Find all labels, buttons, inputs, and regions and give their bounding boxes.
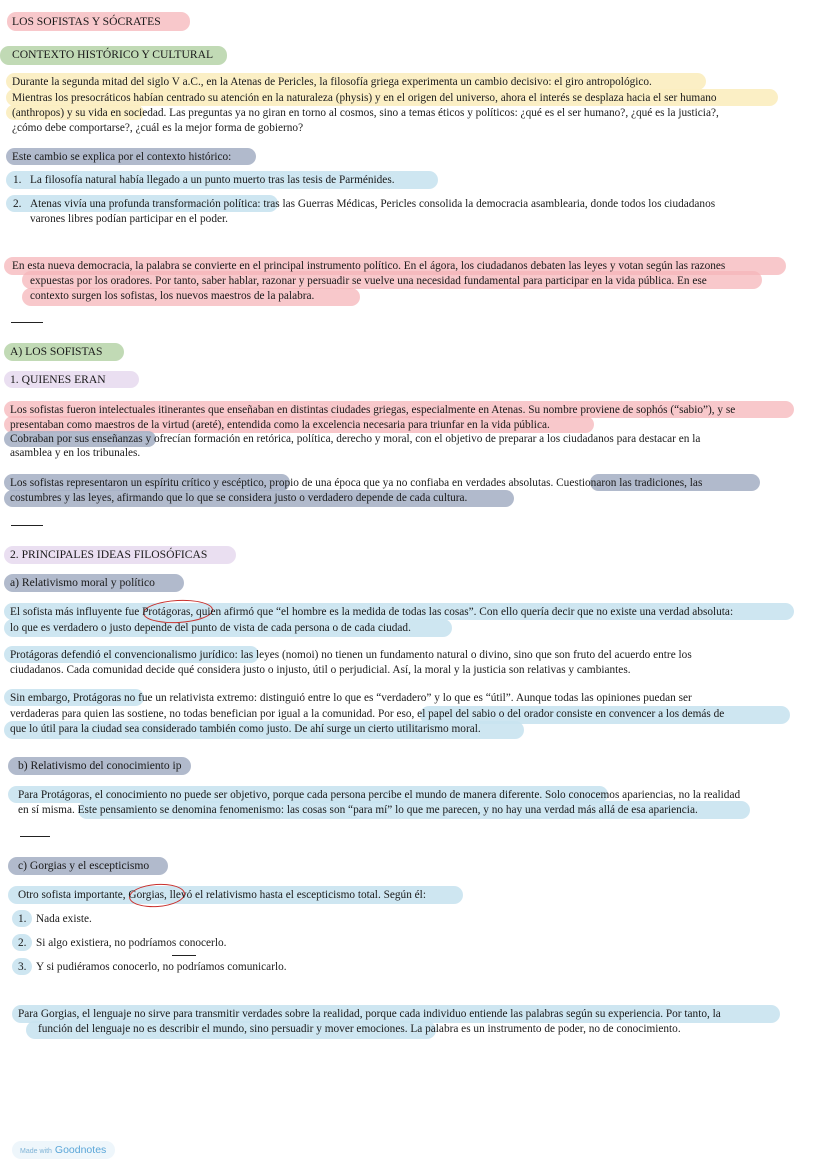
divider-mark-4 [172,955,196,956]
context-item2-line-2: varones libres podían participar en el poder. [30,213,228,225]
context-p2-line-2: expuestas por los oradores. Por tanto, saber hablar, razonar y persuadir se vuelve una necesidad fundamental para participar en la vida pública. En ese [30,275,707,287]
sofistas-p1-line-1: Los sofistas fueron intelectuales itinerantes que enseñaban en distintas ciudades griegas, especialmente en Atenas. Su nombre proviene de sophós (“sabio”), y se [10,404,736,416]
c-p-line-1: Para Gorgias, el lenguaje no sirve para transmitir verdades sobre la realidad, porque cada individuo entiende las palabras según su experiencia. Por tanto, la [18,1008,721,1020]
a-p2-line-1: Protágoras defendió el convencionalismo jurídico: las leyes (nomoi) no tienen un fundamento natural o divino, sino que son fruto del acuerdo entre los [10,649,692,661]
page-title: LOS SOFISTAS Y SÓCRATES [12,15,161,28]
divider-mark-3 [20,836,50,837]
c-item3-number: 3. [18,961,27,973]
b-p1-line-2: en sí misma. Este pensamiento se denomina fenomenismo: las cosas son “para mí” lo que me parecen, y no hay una verdad más allá de esa apariencia. [18,804,698,816]
c-intro: Otro sofista importante, Gorgias, llevó el relativismo hasta el escepticismo total. Según él: [18,889,426,901]
a-heading: a) Relativismo moral y político [10,576,155,589]
a-p3-line-1: Sin embargo, Protágoras no fue un relativista extremo: distinguió entre lo que es “verdadero” y lo que es “útil”. Aunque todas las opiniones puedan ser [10,692,692,704]
c-heading: c) Gorgias y el escepticismo [18,859,150,872]
context-p2-line-1: En esta nueva democracia, la palabra se convierte en el principal instrumento político. En el ágora, los ciudadanos debaten las leyes y votan según las razones [12,260,726,272]
a-p2-line-2: ciudadanos. Cada comunidad decide qué considera justo o injusto, útil o perjudicial. Así, la moral y la justicia son relativas y cambiantes. [10,664,631,676]
sofistas-p1-line-4: asamblea y en los tribunales. [10,447,141,459]
sofistas-p2-line-2: costumbres y las leyes, afirmando que lo que se considera justo o verdadero depende de cada cultura. [10,492,468,504]
c-item3: Y si pudiéramos conocerlo, no podríamos comunicarlo. [36,961,287,973]
divider-mark-2 [11,525,43,526]
c-item1: Nada existe. [36,913,92,925]
context-item2-number: 2. [13,198,22,210]
context-item1-number: 1. [13,174,22,186]
c-item2: Si algo existiera, no podríamos conocerlo. [36,937,227,949]
made-with-label: Made with [20,1148,52,1155]
goodnotes-brand: Goodnotes [54,1144,107,1156]
context-p1-line-1: Durante la segunda mitad del siglo V a.C., en la Atenas de Pericles, la filosofía griega experimenta un cambio decisivo: el giro antropológico. [12,76,652,88]
c-p-line-2: función del lenguaje no es describir el mundo, sino persuadir y mover emociones. La palabra es un instrumento de poder, no de conocimiento. [38,1023,681,1035]
b-p1-line-1: Para Protágoras, el conocimiento no puede ser objetivo, porque cada persona percibe el mundo de manera diferente. Solo conocemos apariencias, no la realidad [18,789,741,801]
b-heading: b) Relativismo del conocimiento ip [18,759,182,772]
quienes-heading: 1. QUIENES ERAN [10,373,106,386]
context-p2-line-3: contexto surgen los sofistas, los nuevos maestros de la palabra. [30,290,315,302]
context-p1-line-4: ¿cómo debe comportarse?, ¿cuál es la mejor forma de gobierno? [12,122,304,134]
sofistas-p1-line-2: presentaban como maestros de la virtud (areté), entendida como la excelencia necesaria para triunfar en la vida pública. [10,419,550,431]
a-p1-line-2: lo que es verdadero o justo depende del punto de vista de cada persona o de cada ciudad. [10,622,411,634]
ideas-heading: 2. PRINCIPALES IDEAS FILOSÓFICAS [10,548,208,561]
sofistas-p2-line-1: Los sofistas representaron un espíritu crítico y escéptico, propio de una época que ya no confiaba en verdades absolutas. Cuestionaron las tradiciones, las [10,477,703,489]
sofistas-p1-line-3: Cobraban por sus enseñanzas y ofrecían formación en retórica, política, derecho y moral, con el objetivo de preparar a los ciudadanos para destacar en la [10,433,701,445]
context-intro: Este cambio se explica por el contexto histórico: [12,151,232,163]
context-p1-line-3: (anthropos) y su vida en sociedad. Las preguntas ya no giran en torno al cosmos, sino a temas éticos y políticos: ¿qué es el ser humano?, ¿qué es la justicia?, [12,107,719,119]
goodnotes-badge[interactable] [12,1141,115,1159]
c-item2-number: 2. [18,937,27,949]
context-item1: La filosofía natural había llegado a un punto muerto tras las tesis de Parménides. [30,174,395,186]
divider-mark-1 [11,322,43,323]
context-item2-line-1: Atenas vivía una profunda transformación política: tras las Guerras Médicas, Pericles consolida la democracia asamblearia, donde todos los ciudadanos [30,198,716,210]
sofistas-heading: A) LOS SOFISTAS [10,345,103,358]
a-p3-line-3: que lo útil para la ciudad sea considerado también como justo. De ahí surge un cierto utilitarismo moral. [10,723,481,735]
context-p1-line-2: Mientras los presocráticos habían centrado su atención en la naturaleza (physis) y en el origen del universo, ahora el interés se desplaza hacia el ser humano [12,92,717,104]
a-p1-line-1: El sofista más influyente fue Protágoras, quien afirmó que “el hombre es la medida de todas las cosas”. Con ello quería decir que no existe una verdad absoluta: [10,606,734,618]
context-heading: CONTEXTO HISTÓRICO Y CULTURAL [12,48,214,61]
c-item1-number: 1. [18,913,27,925]
a-p3-line-2: verdaderas para quien las sostiene, no todas benefician por igual a la comunidad. Por eso, el papel del sabio o del orador consiste en convencer a los demás de [10,708,725,720]
